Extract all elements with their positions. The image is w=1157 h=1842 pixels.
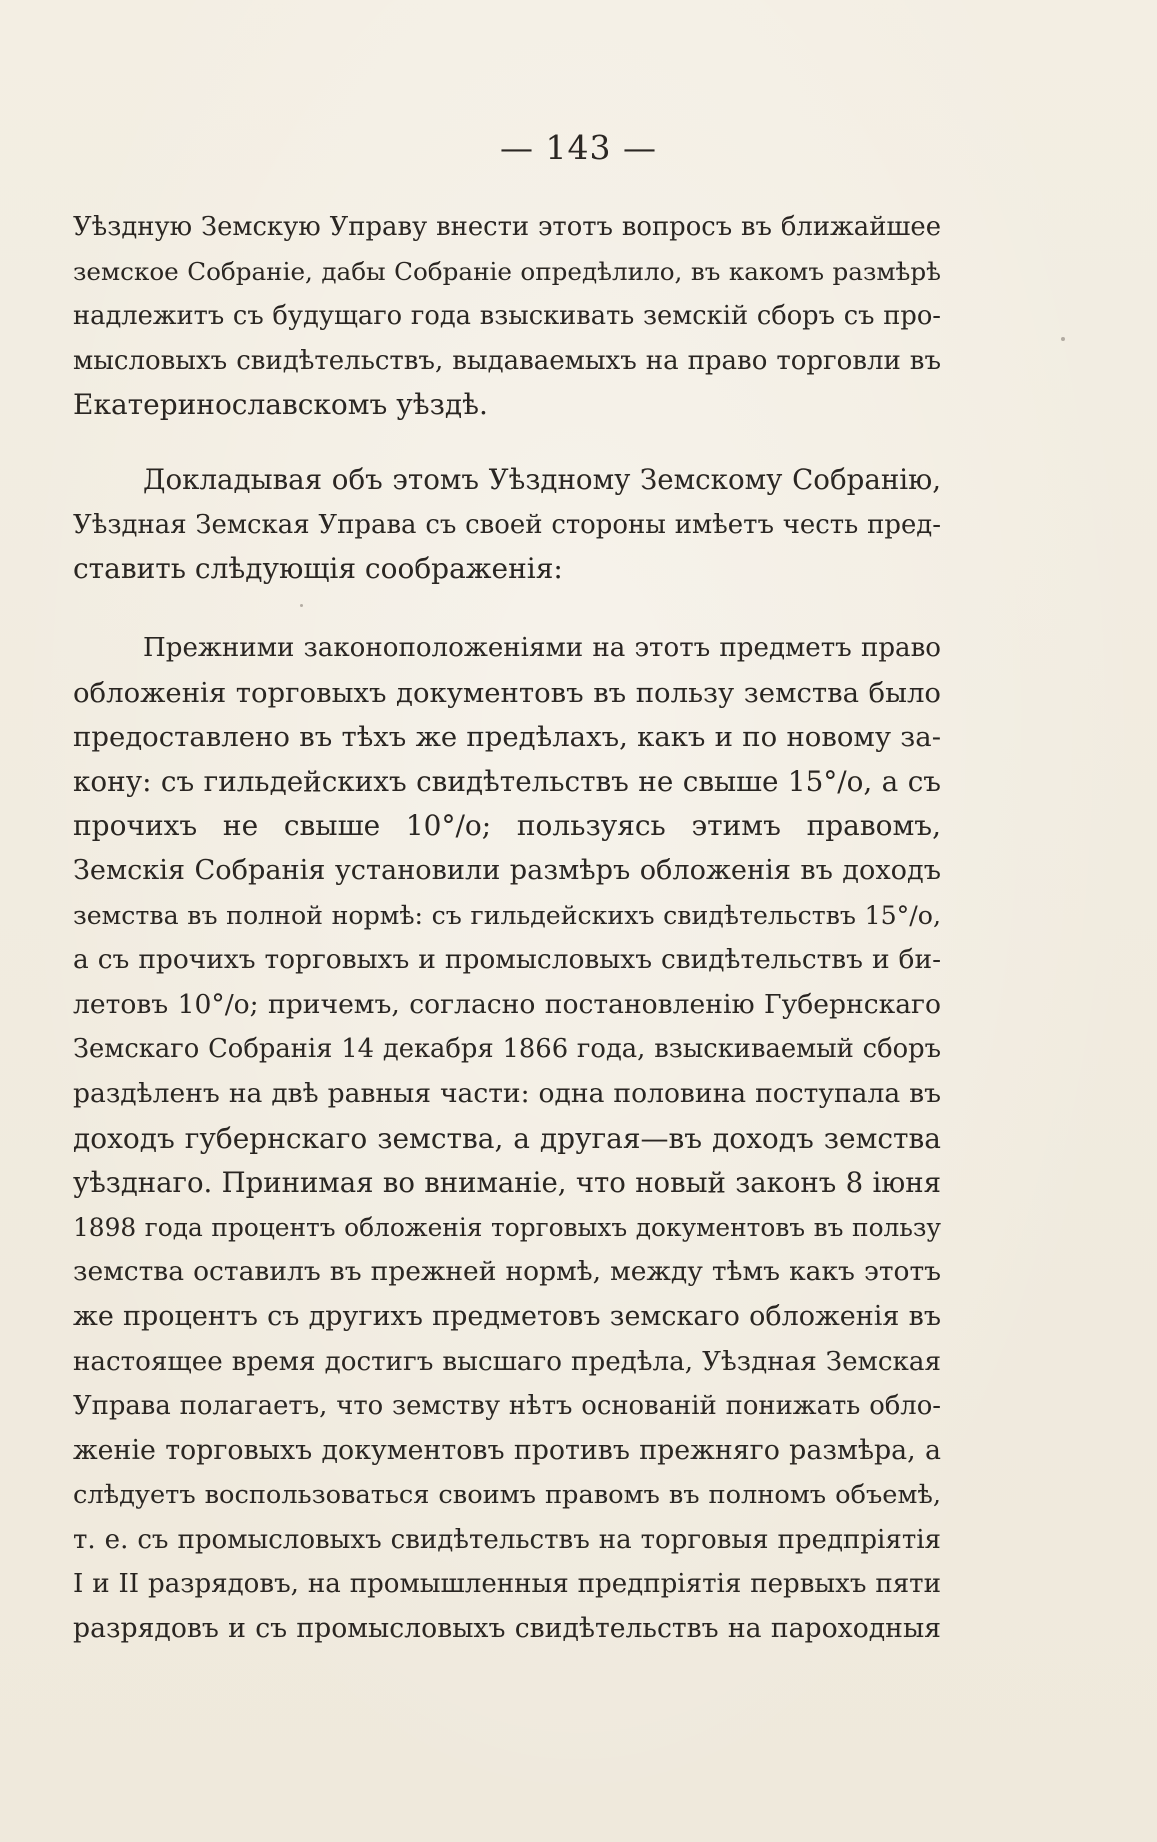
text-line: Уѣздная Земская Управа съ своей стороны имѣетъ честь пред- [73,509,941,540]
text-line: уѣзднаго. Принимая во вниманіе, что новый законъ 8 іюня [73,1167,941,1200]
text-line: надлежитъ съ будущаго года взыскивать земскій сборъ съ про- [73,301,941,332]
text-line: разрядовъ и съ промысловыхъ свидѣтельствъ на пароходныя [73,1613,941,1645]
text-line: же процентъ съ другихъ предметовъ земскаго обложенія въ [73,1300,941,1332]
text-line: женіе торговыхъ документовъ противъ прежняго размѣра, а [73,1434,941,1466]
text-line: Уѣздную Земскую Управу внести этотъ вопросъ въ ближайшее [73,212,941,242]
text-line: земское Собраніе, дабы Собраніе опредѣлило, въ какомъ размѣрѣ [73,256,941,286]
paragraph-2 [73,458,941,592]
text-line: летовъ 10°/о; причемъ, согласно постановленію Губернскаго [73,988,941,1020]
text-line: земства оставилъ въ прежней нормѣ, между тѣмъ какъ этотъ [73,1256,941,1288]
text-line: Прежними законоположеніями на этотъ предметъ право [143,633,941,663]
page-number: — 143 — [500,128,657,167]
text-line: ставить слѣдующія соображенія: [73,552,563,586]
text-line: Земскаго Собранія 14 декабря 1866 года, взыскиваемый сборъ [73,1034,941,1065]
text-line: раздѣленъ на двѣ равныя части: одна половина поступала въ [73,1077,941,1109]
paper-speck [1061,337,1065,341]
text-line: Земскія Собранія установили размѣръ обложенія въ доходъ [73,854,941,886]
text-line: а съ прочихъ торговыхъ и промысловыхъ свидѣтельствъ и би- [73,944,941,976]
text-line: т. е. съ промысловыхъ свидѣтельствъ на торговыя предпріятія [73,1524,941,1555]
paragraph-1 [73,205,941,428]
text-line: настоящее время достигъ высшаго предѣла, Уѣздная Земская [73,1346,941,1377]
text-line: прочихъ не свыше 10°/о; пользуясь этимъ правомъ, [73,809,941,843]
text-line: Екатеринославскомъ уѣздѣ. [73,388,488,422]
text-line: I и II разрядовъ, на промышленныя предпріятія первыхъ пяти [73,1569,941,1600]
paragraph-3 [73,626,941,1652]
text-line: мысловыхъ свидѣтельствъ, выдаваемыхъ на право торговли въ [73,345,941,376]
text-line: предоставлено въ тѣхъ же предѣлахъ, какъ и по новому за- [73,721,941,754]
text-line: кону: съ гильдейскихъ свидѣтельствъ не свыше 15°/о, а съ [73,764,941,798]
text-line: доходъ губернскаго земства, а другая—въ доходъ земства [73,1121,941,1155]
text-line: 1898 года процентъ обложенія торговыхъ документовъ въ пользу [73,1212,941,1242]
text-line: слѣдуетъ воспользоваться своимъ правомъ въ полномъ объемѣ, [73,1480,941,1511]
text-line: Управа полагаетъ, что земству нѣтъ основаній понижать обло- [73,1391,941,1422]
text-line: Докладывая объ этомъ Уѣздному Земскому Собранію, [143,463,941,496]
paper-speck [300,604,303,607]
text-line: земства въ полной нормѣ: съ гильдейскихъ свидѣтельствъ 15°/о, [73,900,941,930]
text-line: обложенія торговыхъ документовъ въ пользу земства было [73,676,941,709]
